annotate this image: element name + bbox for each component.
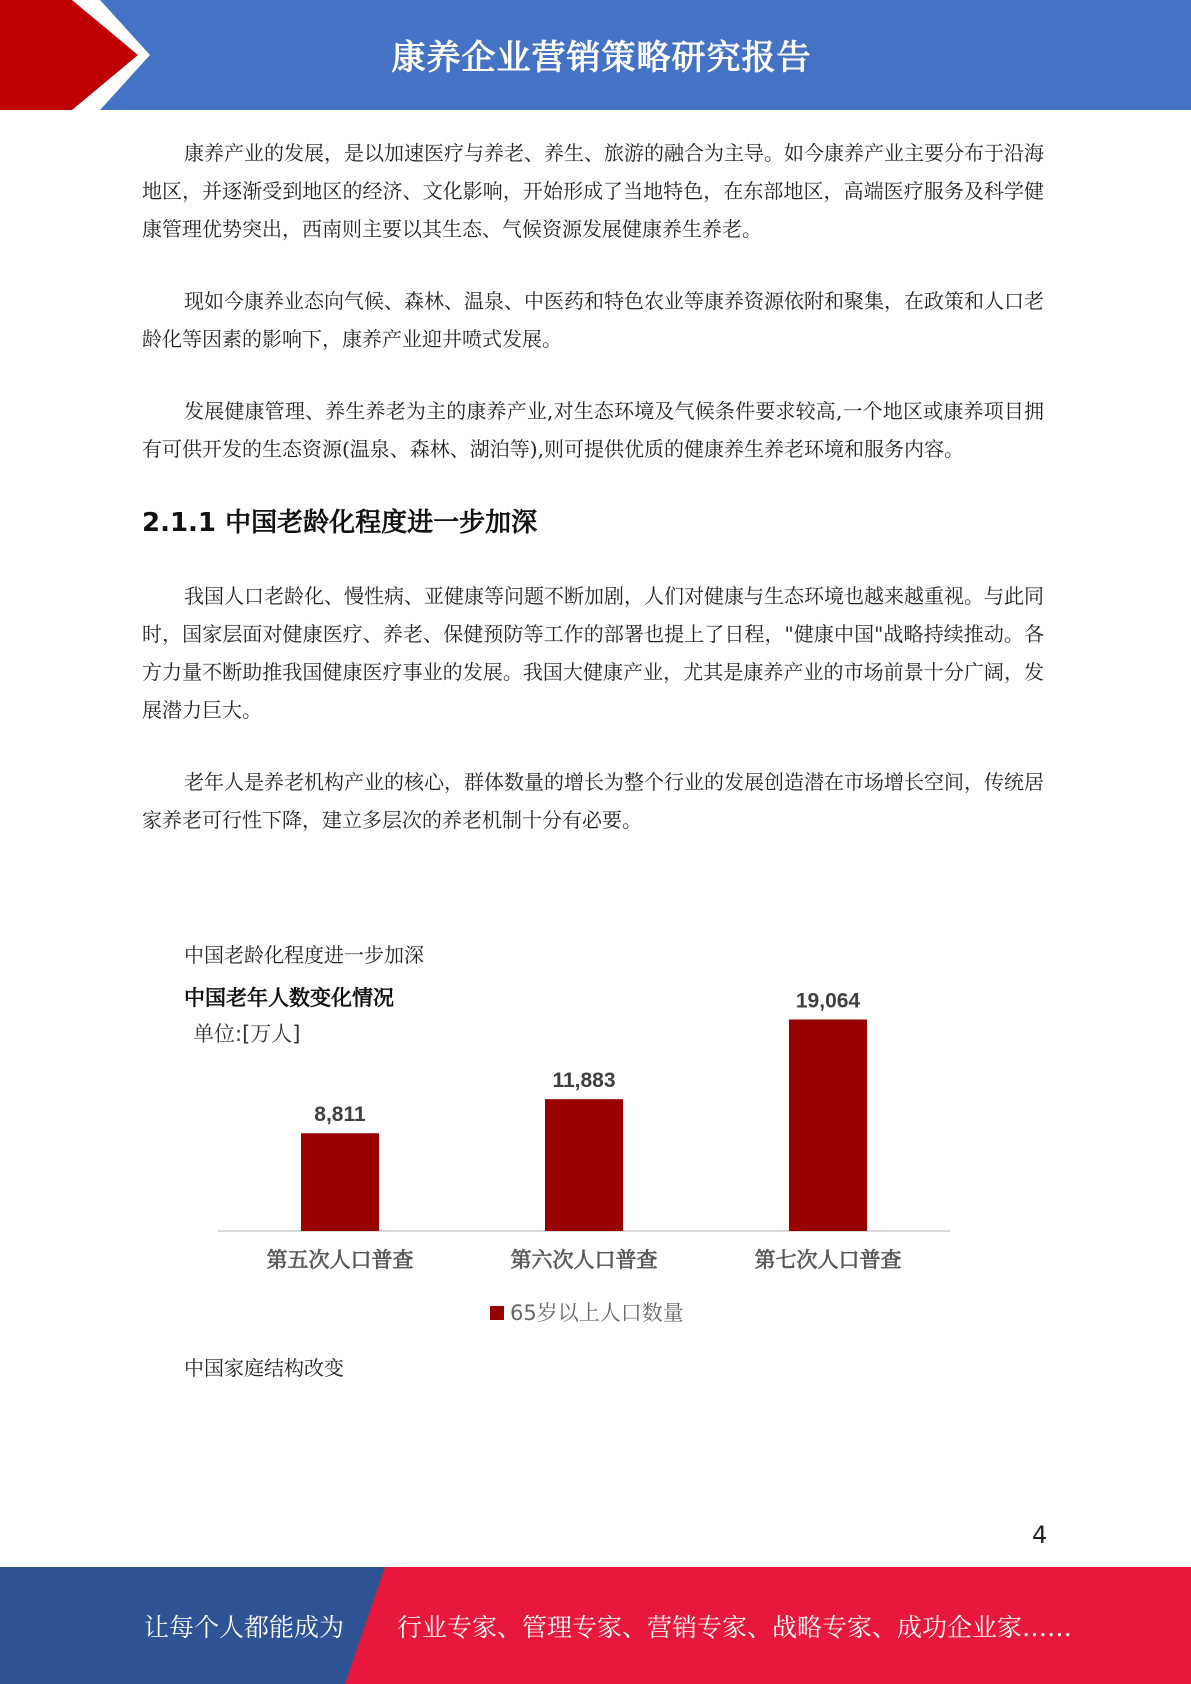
section-paragraph-1: 我国人口老龄化、慢性病、亚健康等问题不断加剧，人们对健康与生态环境也越来越重视。与此同时，国家层面对健康医疗、养老、保健预防等工作的部署也提上了日程，"健康中国"战略持续推动。各方力量不断助推我国健康医疗事业的发展。我国大健康产业，尤其是康养产业的市场前景十分广阔，发展潜力巨大。 [142, 584, 1044, 722]
footer-slogan-right: 行业专家、管理专家、营销专家、战略专家、成功企业家…… [397, 1613, 1073, 1642]
section-paragraph-2: 老年人是养老机构产业的核心，群体数量的增长为整个行业的发展创造潜在市场增长空间，传统居家养老可行性下降，建立多层次的养老机制十分有必要。 [142, 770, 1044, 832]
report-title: 康养企业营销策略研究报告 [391, 38, 812, 78]
figure-caption: 中国老龄化程度进一步加深 [184, 943, 424, 967]
paragraph-1: 康养产业的发展，是以加速医疗与养老、养生、旅游的融合为主导。如今康养产业主要分布于沿海地区，并逐渐受到地区的经济、文化影响，开始形成了当地特色，在东部地区，高端医疗服务及科学健康管理优势突出，西南则主要以其生态、气候资源发展健康养生养老。 [142, 141, 1044, 241]
legend-label: 65岁以上人口数量 [510, 1301, 684, 1325]
footer-slogan-left: 让每个人都能成为 [144, 1613, 345, 1642]
page-number: 4 [1032, 1521, 1048, 1549]
chart-title: 中国老年人数变化情况 [184, 986, 394, 1010]
legend-swatch [490, 1306, 504, 1320]
data-label-3: 19,064 [795, 989, 861, 1013]
chart-unit-label: 单位:[万人] [193, 1022, 301, 1046]
category-label-3: 第七次人口普查 [754, 1248, 902, 1272]
page-footer [0, 1567, 1191, 1684]
paragraph-2: 现如今康养业态向气候、森林、温泉、中医药和特色农业等康养资源依附和聚集，在政策和人口老龄化等因素的影响下，康养产业迎井喷式发展。 [142, 289, 1044, 351]
data-label-1: 8,811 [314, 1103, 366, 1127]
category-label-1: 第五次人口普查 [266, 1248, 414, 1272]
category-label-2: 第六次人口普查 [510, 1248, 658, 1272]
next-figure-caption: 中国家庭结构改变 [184, 1356, 344, 1380]
data-label-2: 11,883 [552, 1069, 616, 1093]
bar-3 [789, 1019, 867, 1231]
chart-legend [490, 1297, 684, 1327]
paragraph-3: 发展健康管理、养生养老为主的康养产业,对生态环境及气候条件要求较高,一个地区或康养项目拥有可供开发的生态资源(温泉、森林、湖泊等),则可提供优质的健康养生养老环境和服务内容。 [142, 399, 1044, 461]
section-heading: 2.1.1 中国老龄化程度进一步加深 [142, 508, 538, 538]
bar-2 [545, 1099, 623, 1231]
bar-1 [301, 1133, 379, 1231]
